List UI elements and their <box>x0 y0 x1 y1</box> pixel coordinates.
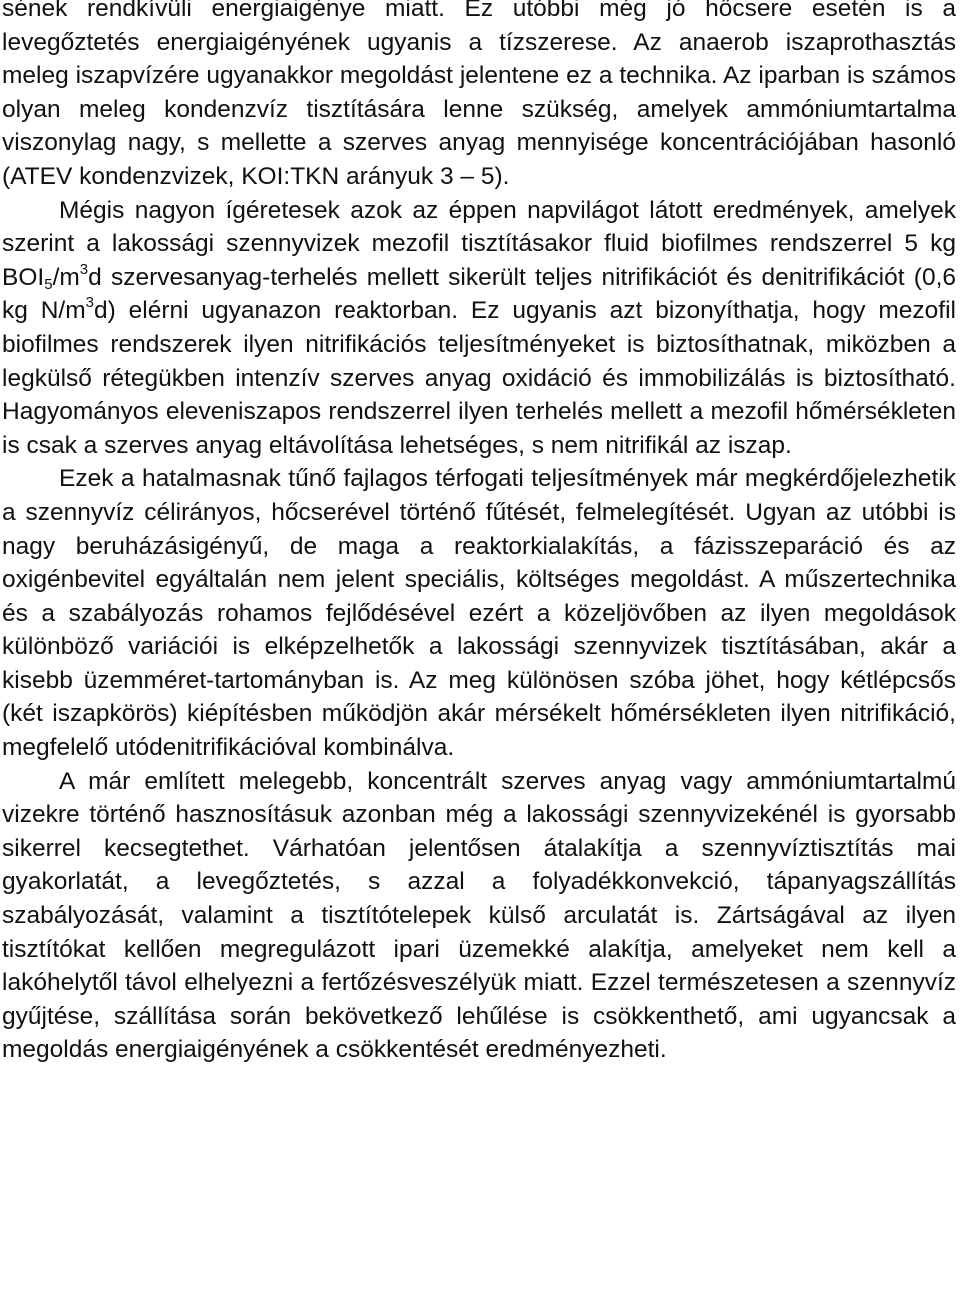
superscript-3: 3 <box>79 260 89 278</box>
paragraph-1: sének rendkívüli energiaigénye miatt. Ez utóbbi még jó hőcsere esetén is a levegőztetés energiaigényének ugyanis a tízszerese. Az anaerob iszaprothasztás meleg iszapvízére ugyanakkor megoldást jelentene ez a technika. Az iparban is számos olyan meleg kondenzvíz tisztítására lenne szükség, amelyek ammóniumtartalma viszonylag nagy, s mellette a szerves anyag mennyisége koncentrációjában hasonló (ATEV kondenzvizek, KOI:TKN arányuk 3 – 5). <box>2 0 956 190</box>
paragraph-2-text-c: d szervesanyag-terhelés mellett sikerült teljes nitrifikációt és denitrifikációt (0,6 kg N/m <box>2 263 956 325</box>
paragraph-2 <box>2 194 956 463</box>
paragraph-4: A már említett melegebb, koncentrált szerves anyag vagy ammóniumtartalmú vizekre történő hasznosításuk azonban még a lakossági szennyvizekénél is gyorsabb sikerrel kecsegtethet. Várhatóan jelentősen átalakítja a szennyvíztisztítás mai gyakorlatát, a levegőztetés, s azzal a folyadékkonvekció, tápanyagszállítás szabályozását, valamint a tisztítótelepek külső arculatát is. Zártságával az ilyen tisztítókat kellően megregulázott ipari üzemekké alakítja, amelyeket nem kell a lakóhelytől távol elhelyezni a fertőzésveszélyük miatt. Ezzel természetesen a szennyvíz gyűjtése, szállítása során bekövetkező lehűlése is csökkenthető, ami ugyancsak a megoldás energiaigényének a csökkentését eredményezheti. <box>2 767 956 1064</box>
paragraph-3: Ezek a hatalmasnak tűnő fajlagos térfogati teljesítmények már megkérdőjelezhetik a szennyvíz célirányos, hőcserével történő fűtését, felmelegítését. Ugyan az utóbbi is nagy beruházásigényű, de maga a reaktorkialakítás, a fázisszeparáció és az oxigénbevitel egyáltalán nem jelent speciális, költséges megoldást. A műszertechnika és a szabályozás rohamos fejlődésével ezért a közeljövőben az ilyen megoldások különböző variációi is elképzelhetők a lakossági szennyvizek tisztításában, akár a kisebb üzemméret-tartományban is. Az meg különösen szóba jöhet, hogy kétlépcsős (két iszapkörös) kiépítésben működjön akár mérsékelt hőmérsékleten ilyen nitrifikáció, megfelelő utódenitrifikációval kombinálva. <box>2 465 956 762</box>
paragraph-2-text-a: Mégis nagyon ígéretesek azok az éppen napvilágot látott eredmények, amelyek szerint a lakossági szennyvizek mezofil tisztításakor fluid biofilmes rendszerrel 5 kg BOI <box>2 196 956 291</box>
paragraph-2-text-b: /m <box>52 263 80 291</box>
paragraph-2-text-d: d) elérni ugyanazon reaktorban. Ez ugyanis azt bizonyíthatja, hogy mezofil biofilmes rendszerek ilyen nitrifikációs teljesítményeket is biztosíthatnak, miközben a legkülső rétegükben intenzív szerves anyag oxidáció és immobilizálás is biztosítható. Hagyományos eleveniszapos rendszerrel ilyen terhelés mellett a mezofil hőmérsékleten is csak a szerves anyag eltávolítása lehetséges, s nem nitrifikál az iszap. <box>2 297 956 459</box>
superscript-3-second: 3 <box>85 294 94 312</box>
subscript-5: 5 <box>44 275 53 293</box>
